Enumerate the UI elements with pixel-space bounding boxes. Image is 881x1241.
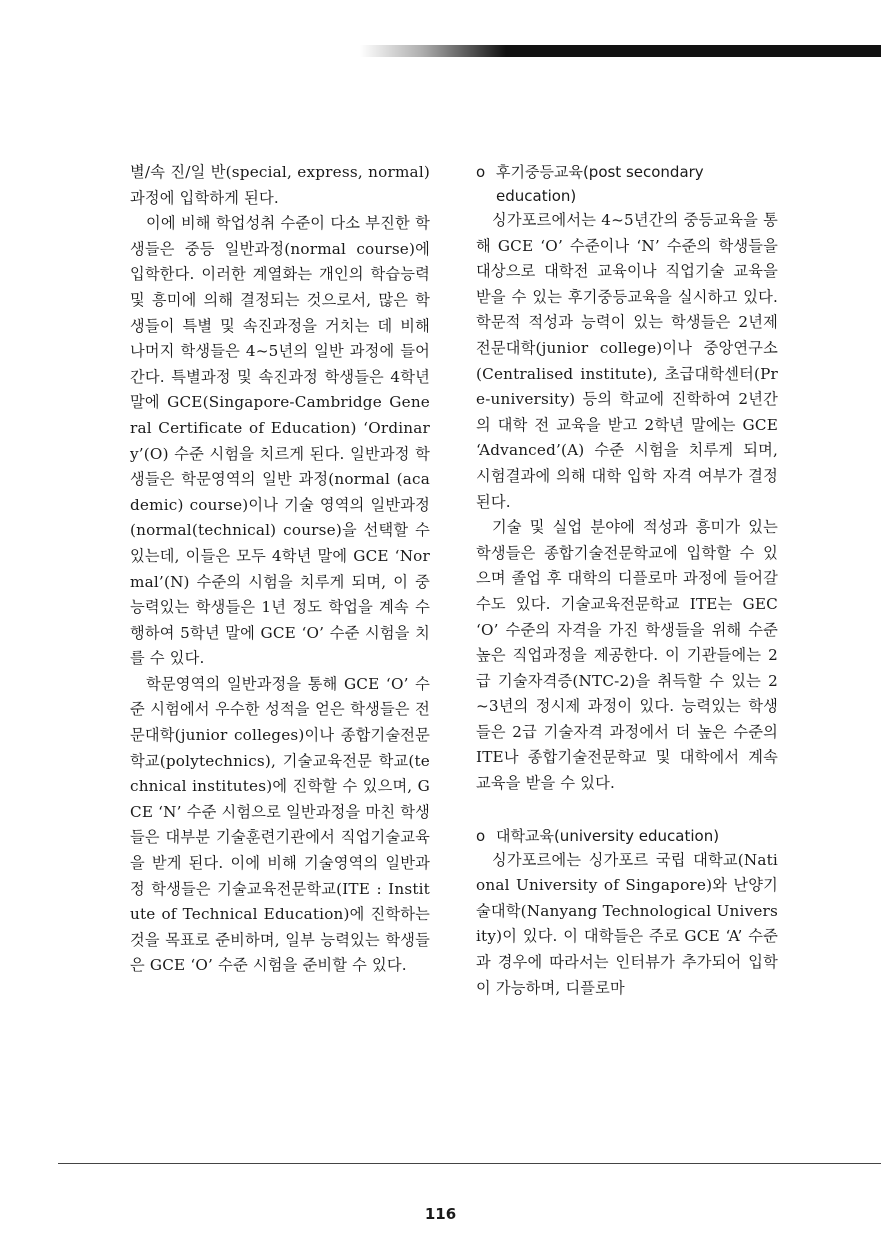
right-paragraph-3: 싱가포르에는 싱가포르 국립 대학교(National University of Singapore)와 난양기술대학(Nanyang Technological University)이 있다. 이 대학들은 주로 GCE ‘A’ 수준과 경우에 따라서는 인터뷰가 추가되어 입학이 가능하며, 디플로마	[476, 850, 778, 997]
section-heading-text: 후기중등교육(post secondary education)	[496, 163, 704, 205]
page-number: 116	[424, 1205, 457, 1223]
bullet-circle-icon: o	[476, 826, 486, 845]
left-paragraph-3: 학문영역의 일반과정을 통해 GCE ‘O’ 수준 시험에서 우수한 성적을 얻은 학생들은 전문대학(junior colleges)이나 종합기술전문학교(polytechnics), 기술교육전문 학교(technical institutes)에 진학할 수 있으며, GCE ‘N’ 수준 시험으로 일반과정을 마친 학생들은 대부분 기술훈련기관에서 직업기술교육을 받게 된다. 이에 비해 기술영역의 일반과정 학생들은 기술교육전문학교(ITE : Institute of Technical Education)에 진학하는 것을 목표로 준비하며, 일부 능력있는 학생들은 GCE ‘O’ 수준 시험을 준비할 수 있다.	[130, 674, 430, 975]
section-heading-university	[476, 824, 778, 848]
section-heading-post-secondary	[476, 160, 778, 208]
left-text-column	[130, 160, 430, 979]
right-paragraph-1: 싱가포르에서는 4~5년간의 중등교육을 통해 GCE ‘O’ 수준이나 ‘N’ 수준의 학생들을 대상으로 대학전 교육이나 직업기술 교육을 받을 수 있는 후기중등교육을 실시하고 있다. 학문적 적성과 능력이 있는 학생들은 2년제 전문대학(junior college)이나 중앙연구소(Centralised institute), 초급대학센터(Pre-university) 등의 학교에 진학하여 2년간의 대학 전 교육을 받고 2학년 말에는 GCE ‘Advanced’(A) 수준 시험을 치루게 되며, 시험결과에 의해 대학 입학 자격 여부가 결정된다.	[476, 211, 778, 511]
left-paragraph-2: 이에 비해 학업성취 수준이 다소 부진한 학생들은 중등 일반과정(normal course)에 입학한다. 이러한 계열화는 개인의 학습능력 및 흥미에 의해 결정되는 것으로서, 많은 학생들이 특별 및 속진과정을 거치는 데 비해 나머지 학생들은 4~5년의 일반 과정에 들어간다. 특별과정 및 속진과정 학생들은 4학년 말에 GCE(Singapore-Cambridge General Certificate of Education) ‘Ordinary’(O) 수준 시험을 치르게 된다. 일반과정 학생들은 학문영역의 일반 과정(normal (academic) course)이나 기술 영역의 일반과정(normal(technical) course)을 선택할 수 있는데, 이들은 모두 4학년 말에 GCE ‘Normal’(N) 수준의 시험을 치루게 되며, 이 중 능력있는 학생들은 1년 정도 학업을 계속 수행하여 5학년 말에 GCE ‘O’ 수준 시험을 치를 수 있다.	[130, 214, 430, 668]
right-paragraph-2: 기술 및 실업 분야에 적성과 흥미가 있는 학생들은 종합기술전문학교에 입학할 수 있으며 졸업 후 대학의 디플로마 과정에 들어갈 수도 있다. 기술교육전문학교 ITE는 GEC ‘O’ 수준의 자격을 가진 학생들을 위해 수준 높은 직업과정을 제공한다. 이 기관들에는 2급 기술자격증(NTC-2)을 취득할 수 있는 2~3년의 정시제 과정이 있다. 능력있는 학생들은 2급 기술자격 과정에서 더 높은 수준의 ITE나 종합기술전문학교 및 대학에서 계속 교육을 받을 수 있다.	[476, 518, 778, 793]
right-text-column	[476, 160, 778, 1001]
section-heading-text: 대학교육(university education)	[496, 826, 720, 845]
footer-rule	[58, 1163, 881, 1164]
bullet-circle-icon: o	[476, 163, 486, 181]
section-spacer	[476, 797, 778, 824]
header-decorative-rule	[360, 45, 881, 57]
left-paragraph-1: 별/속 진/일 반(special, express, normal) 과정에 입학하게 된다.	[130, 163, 430, 207]
